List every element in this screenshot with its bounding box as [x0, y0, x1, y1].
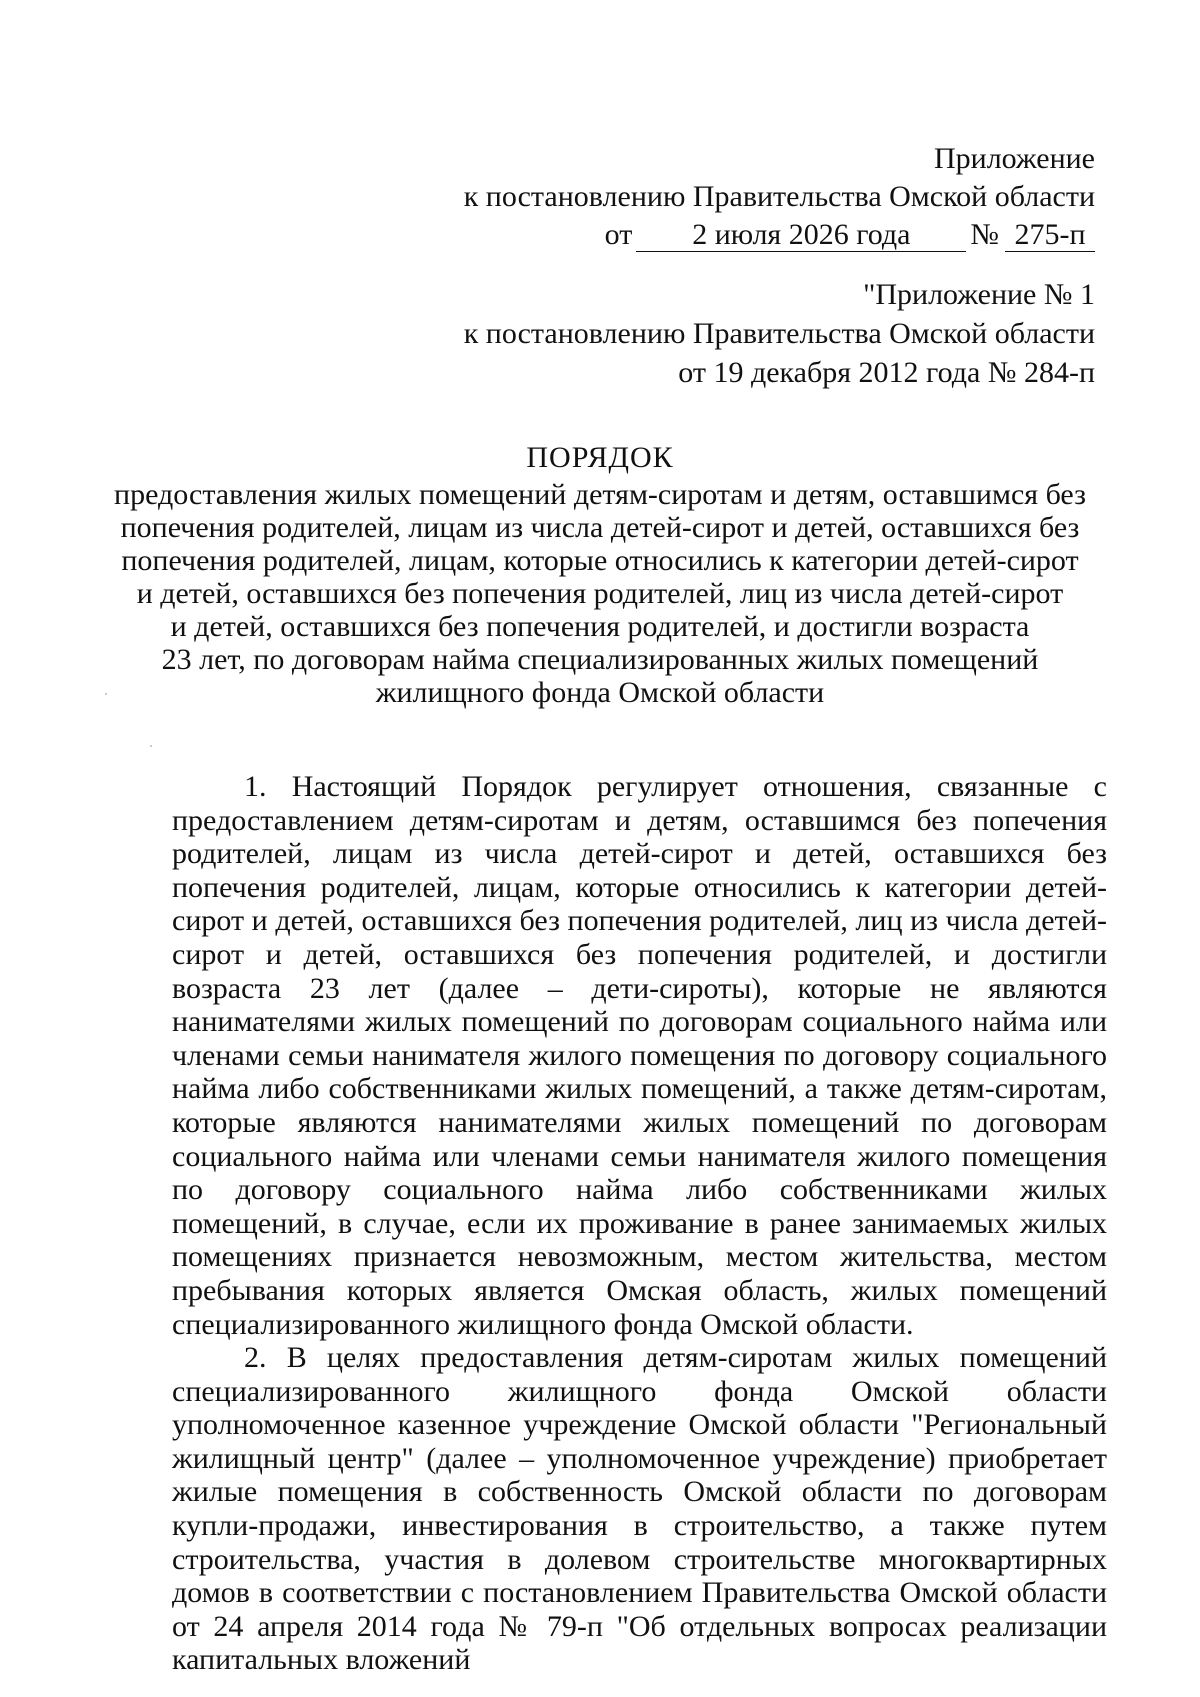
attachment-block [464, 140, 1095, 254]
attachment-heading: Приложение [933, 142, 1095, 175]
prior-attachment-reference: к постановлению Правительства Омской области [463, 317, 1095, 350]
date-prefix: от [604, 218, 633, 251]
attachment-reference: к постановлению Правительства Омской области [463, 180, 1095, 213]
attachment-date-line [464, 216, 1095, 254]
paragraph-1: 1. Настоящий Порядок регулирует отношения, связанные с предоставлением детям-сиротам и детям, оставшимся без попечения родителей, лицам из числа детей-сирот и детей, оставшихся без попечения родителей, лицам, которые относились к категории детей-сирот и детей, оставшихся без попечения родителей, лиц из числа детей-сирот и детей, оставшихся без попечения родителей, и достигли возраста 23 лет (далее – дети-сироты), которые не являются нанимателями жилых помещений по договорам социального найма или членами семьи нанимателя жилого помещения по договору социального найма либо собственниками жилых помещений, а также детям-сиротам, которые являются нанимателями жилых помещений по договорам социального найма или членами семьи нанимателя жилого помещения по договору социального найма либо собственниками жилых помещений, в случае, если их проживание в ранее занимаемых жилых помещениях признается невозможным, местом жительства, местом пребывания которых является Омская область, жилых помещений специализированного жилищного фонда Омской области. [172, 770, 1107, 1341]
document-body [172, 770, 1107, 1677]
number-prefix: № [970, 218, 999, 251]
scan-speck [105, 693, 107, 695]
prior-attachment-block [464, 275, 1095, 392]
subtitle-line: предоставления жилых помещений детям-сиротам и детям, оставшимся без [114, 478, 1086, 511]
scan-speck [150, 745, 152, 747]
paragraph-2: 2. В целях предоставления детям-сиротам жилых помещений специализированного жилищного фонда Омской области уполномоченное казенное учреждение Омской области "Региональный жилищный центр" (далее – уполномоченное учреждение) приобретает жилые помещения в собственность Омской области по договорам купли-продажи, инвестирования в строительство, а также путем строительства, участия в долевом строительстве многоквартирных домов в соответствии с постановлением Правительства Омской области от 24 апреля 2014 года № 79-п "Об отдельных вопросах реализации капитальных вложений [172, 1341, 1107, 1677]
subtitle-line: попечения родителей, лицам, которые относились к категории детей-сирот [121, 544, 1079, 577]
prior-attachment-heading: "Приложение № 1 [863, 278, 1095, 311]
document-title [100, 440, 1100, 709]
number-value: 275-п [1005, 219, 1095, 252]
subtitle-line: попечения родителей, лицам из числа детей-сирот и детей, оставшихся без [120, 511, 1080, 544]
subtitle-line: 23 лет, по договорам найма специализированных жилых помещений [161, 643, 1039, 676]
title-subtitle [100, 478, 1100, 709]
subtitle-line: и детей, оставшихся без попечения родителей, и достигли возраста [170, 610, 1030, 643]
prior-attachment-date: от 19 декабря 2012 года № 284-п [678, 356, 1095, 389]
date-value: 2 июля 2026 года [636, 219, 966, 252]
title-heading: ПОРЯДОК [526, 441, 674, 474]
subtitle-line: и детей, оставшихся без попечения родителей, лиц из числа детей-сирот [136, 577, 1064, 610]
subtitle-line: жилищного фонда Омской области [375, 676, 825, 709]
